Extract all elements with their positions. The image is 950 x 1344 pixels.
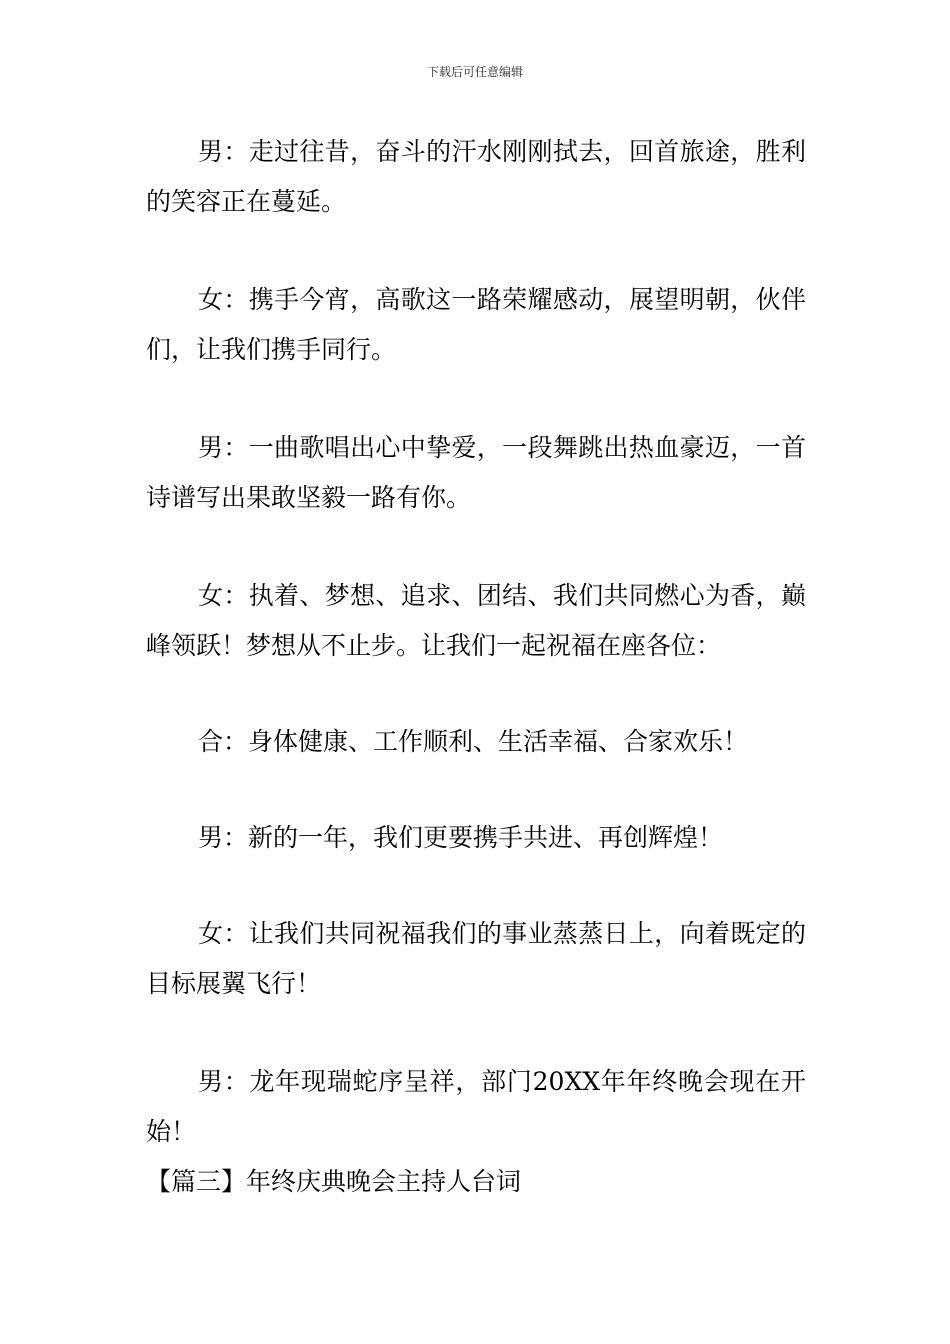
paragraph-4: 女：执着、梦想、追求、团结、我们共同燃心为香，巅峰领跃！梦想从不止步。让我们一起祝福在座各位： — [146, 581, 806, 660]
paragraph-3: 男：一曲歌唱出心中挚爱，一段舞跳出热血豪迈，一首诗谱写出果敢坚毅一路有你。 — [146, 433, 806, 512]
section-title: 【篇三】年终庆典晚会主持人台词 — [146, 1167, 522, 1196]
document-body — [146, 127, 806, 1207]
paragraph-5: 合：身体健康、工作顺利、生活幸福、合家欢乐！ — [198, 727, 749, 756]
page-header: 下载后可任意编辑 — [426, 65, 523, 79]
paragraph-7: 女：让我们共同祝福我们的事业蒸蒸日上，向着既定的目标展翼飞行！ — [146, 919, 806, 998]
paragraph-6: 男：新的一年，我们更要携手共进、再创辉煌！ — [198, 823, 724, 852]
paragraph-1: 男：走过往昔，奋斗的汗水刚刚拭去，回首旅途，胜利的笑容正在蔓延。 — [146, 137, 806, 216]
paragraph-8: 男：龙年现瑞蛇序呈祥，部门20XX年年终晚会现在开始！ — [146, 1067, 806, 1146]
paragraph-2: 女：携手今宵，高歌这一路荣耀感动，展望明朝，伙伴们，让我们携手同行。 — [146, 285, 806, 364]
